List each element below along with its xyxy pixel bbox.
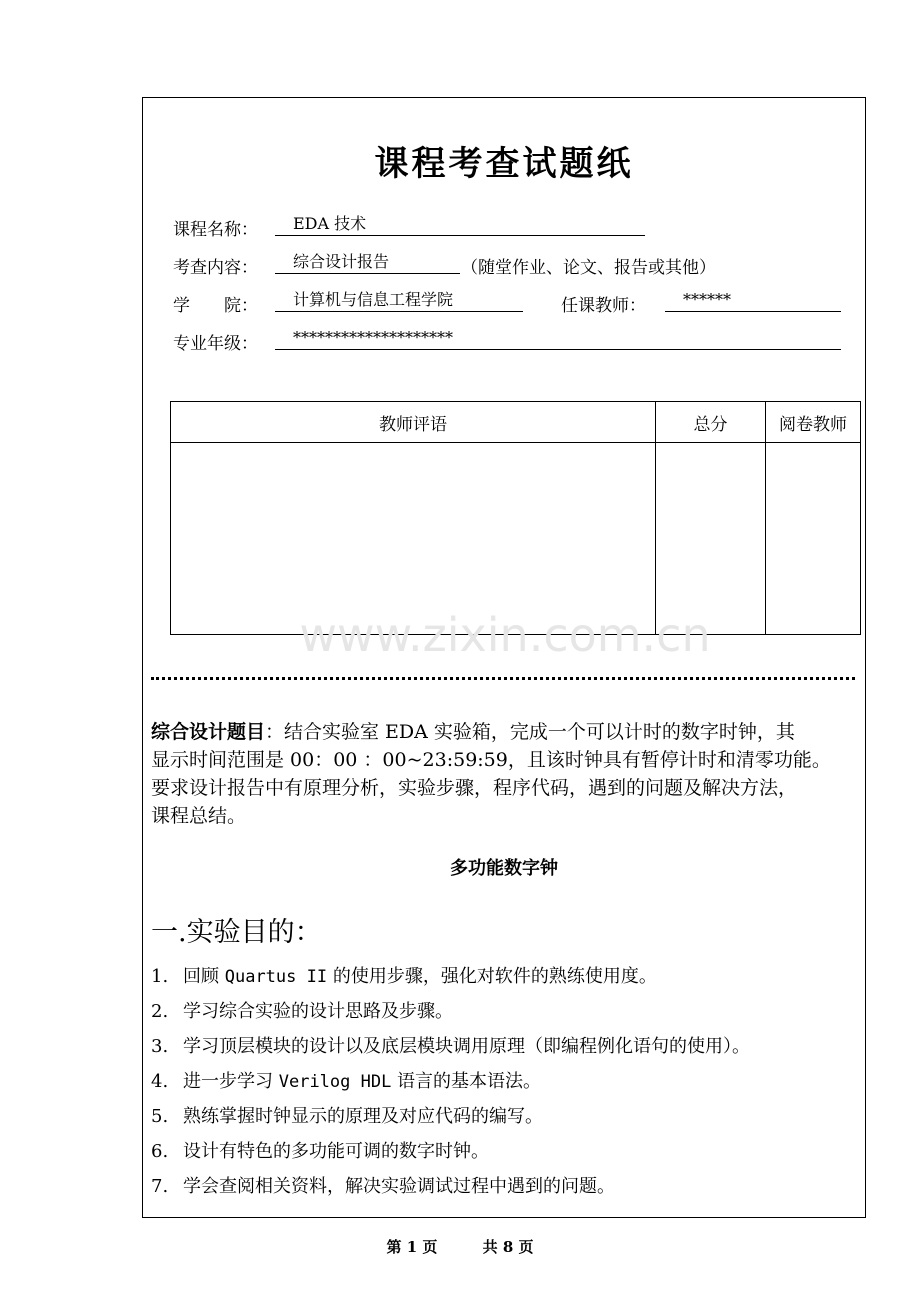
college-label: 学 院： [173,296,258,316]
content-label: 考查内容： [173,258,258,278]
teacher-value: ****** [665,290,841,312]
dotted-separator [151,677,855,680]
task-label: 综合设计题目 [151,721,266,743]
task-line-3: 要求设计报告中有原理分析，实验步骤，程序代码，遇到的问题及解决方法， [151,777,798,799]
grader-header: 阅卷教师 [766,402,861,443]
list-item: 2. 学习综合实验的设计思路及步骤。 [151,1001,453,1022]
page-total: 共 8 页 [482,1238,534,1256]
list-item: 3. 学习顶层模块的设计以及底层模块调用原理（即编程例化语句的使用）。 [151,1036,750,1057]
content-value: 综合设计报告 [275,252,460,274]
task-line-4: 课程总结。 [151,805,247,827]
page-title: 课程考查试题纸 [374,144,634,184]
course-value: EDA 技术 [275,214,645,236]
exam-sheet-frame [142,97,866,1218]
college-value: 计算机与信息工程学院 [275,290,523,312]
teacher-comment-header: 教师评语 [171,402,656,443]
major-label: 专业年级： [173,334,258,354]
task-line-1: ：结合实验室 EDA 实验箱，完成一个可以计时的数字时钟，其 [265,721,795,743]
grade-table [170,401,861,635]
course-label: 课程名称： [173,220,258,240]
objectives-list [151,964,750,1209]
section-heading: 一.实验目的： [151,917,322,948]
total-score-cell [656,443,766,635]
list-item: 7. 学会查阅相关资料，解决实验调试过程中遇到的问题。 [151,1176,615,1197]
major-value: ******************** [275,328,841,350]
teacher-comment-cell [171,443,656,635]
page-footer [0,1236,920,1257]
list-item: 5. 熟练掌握时钟显示的原理及对应代码的编写。 [151,1106,543,1127]
report-subtitle: 多功能数字钟 [450,858,558,879]
content-note: （随堂作业、论文、报告或其他） [461,258,716,278]
page-number: 第 1 页 [386,1238,438,1256]
teacher-label: 任课教师： [561,296,646,316]
design-task [151,718,866,830]
list-item: 1. 回顾 Quartus II 的使用步骤，强化对软件的熟练使用度。 [151,966,657,987]
total-score-header: 总分 [656,402,766,443]
task-line-2: 显示时间范围是 00：00 ：00~23:59:59，且该时钟具有暂停计时和清零功能。 [151,749,831,771]
grader-cell [766,443,861,635]
list-item: 6. 设计有特色的多功能可调的数字时钟。 [151,1141,489,1162]
list-item: 4. 进一步学习 Verilog HDL 语言的基本语法。 [151,1071,542,1092]
watermark: www.zixin.com.cn [299,608,711,662]
